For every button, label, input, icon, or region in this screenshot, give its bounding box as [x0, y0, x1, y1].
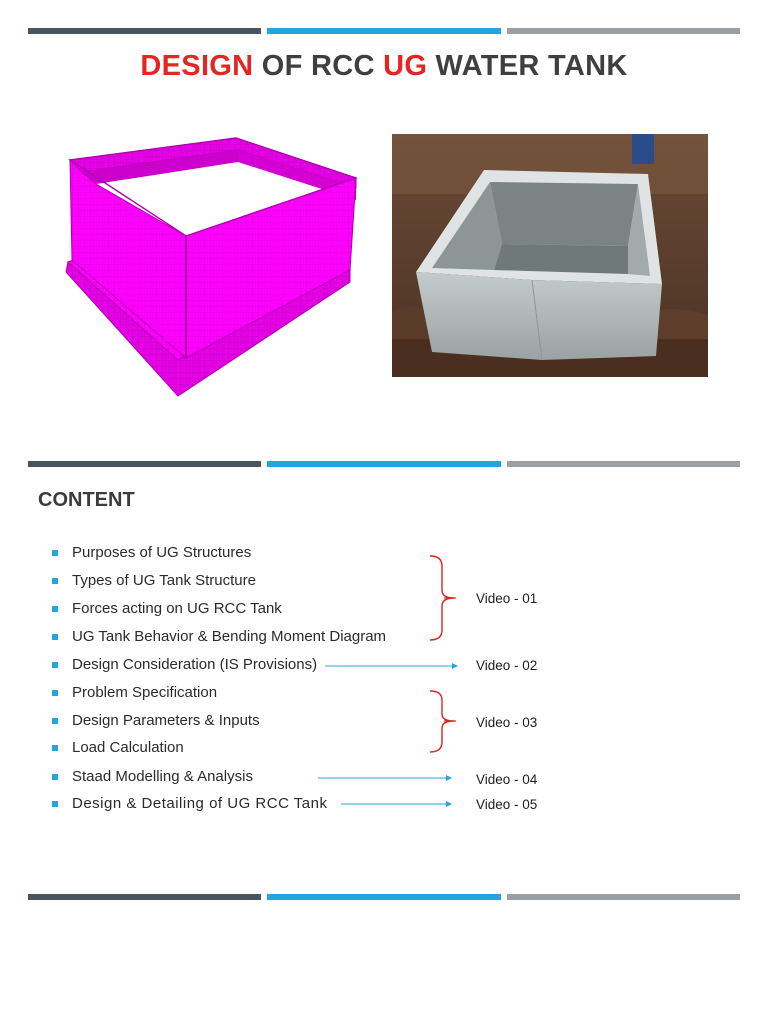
- list-item-label: Types of UG Tank Structure: [72, 572, 256, 589]
- arrowhead-icon: [452, 663, 458, 669]
- divider-segment-blue: [267, 894, 500, 900]
- arrowhead-icon: [446, 775, 452, 781]
- arrowhead-icon: [446, 801, 452, 807]
- list-item-label: Purposes of UG Structures: [72, 544, 252, 561]
- title-design: DESIGN: [140, 50, 254, 82]
- divider-segment-grey: [507, 894, 740, 900]
- content-heading: CONTENT: [38, 489, 135, 511]
- list-item-label: Design Consideration (IS Provisions): [72, 656, 318, 673]
- title-ug: UG: [383, 50, 428, 82]
- list-item-label: UG Tank Behavior & Bending Moment Diagram: [72, 628, 387, 645]
- list-item-label: Problem Specification: [72, 684, 218, 701]
- title-water-tank: WATER TANK: [427, 50, 628, 82]
- video-01-label: Video - 01: [476, 591, 538, 606]
- video-03-label: Video - 03: [476, 715, 538, 730]
- video-05-label: Video - 05: [476, 797, 538, 812]
- divider-segment-dark: [28, 894, 261, 900]
- video-04-label: Video - 04: [476, 772, 538, 787]
- bottom-divider: [28, 894, 740, 900]
- list-item-label: Design Parameters & Inputs: [72, 712, 260, 729]
- list-item-label: Design & Detailing of UG RCC Tank: [72, 795, 328, 812]
- title-of-rcc: OF RCC: [253, 50, 384, 82]
- list-item-label: Staad Modelling & Analysis: [72, 768, 253, 785]
- list-item-label: Load Calculation: [72, 739, 184, 756]
- video-02-label: Video - 02: [476, 658, 538, 673]
- list-item-label: Forces acting on UG RCC Tank: [72, 600, 282, 617]
